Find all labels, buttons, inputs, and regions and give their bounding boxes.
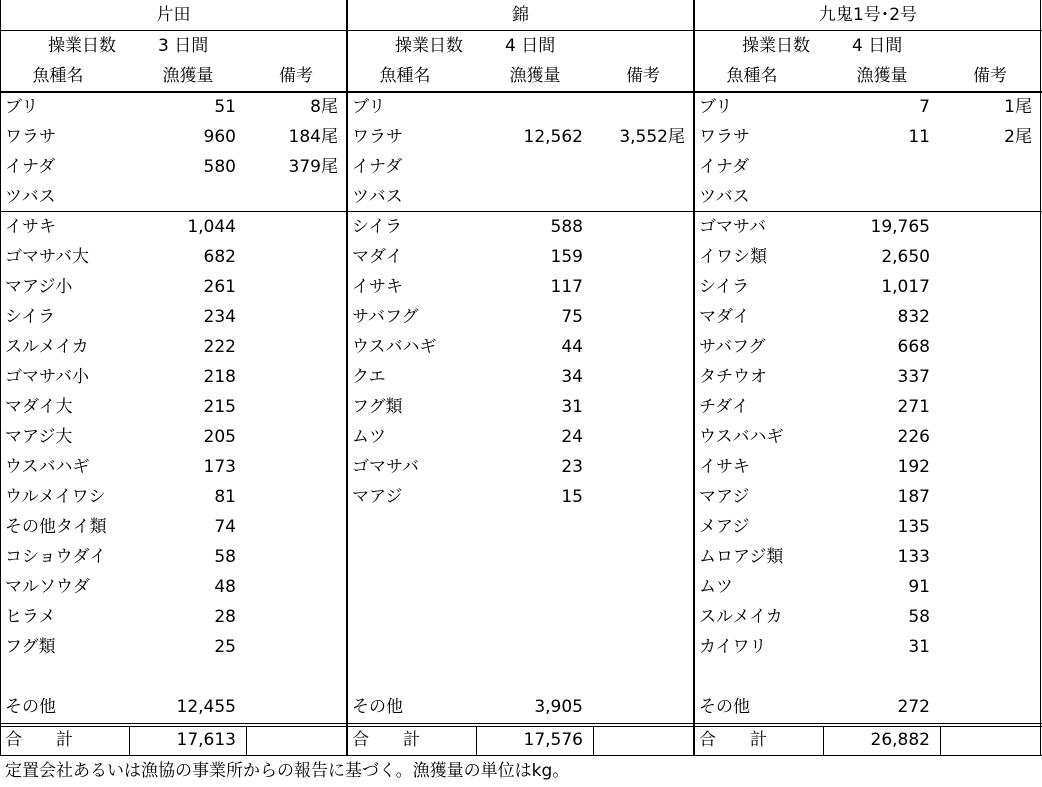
catch-value: 23 [561,457,583,477]
col-species-header: 魚種名 [379,66,431,86]
catch-value: 58 [908,607,930,627]
species-name: ムツ [699,577,733,597]
note-value: 3,552尾 [619,127,685,147]
other-value: 12,455 [176,697,236,717]
species-name: ツバス [5,187,56,207]
catch-value: 11 [908,127,930,147]
section-name: 片田 [156,5,191,25]
catch-value: 12,562 [523,127,583,147]
catch-value: 44 [561,337,583,357]
catch-value: 133 [897,547,930,567]
species-name: イサキ [5,217,56,237]
catch-value: 7 [919,97,930,117]
catch-value: 588 [550,217,583,237]
species-name: フグ類 [5,637,56,657]
col-species-header: 魚種名 [32,66,84,86]
species-name: ゴマサバ大 [5,247,89,267]
species-name: ブリ [5,97,39,117]
footer-note: 定置会社あるいは漁協の事業所からの報告に基づく。漁獲量の単位はkg。 [5,761,570,781]
catch-value: 75 [561,307,583,327]
col-species-header: 魚種名 [726,66,778,86]
species-name: ゴマサバ [352,457,419,477]
catch-value: 117 [550,277,583,297]
catch-value: 832 [897,307,930,327]
species-name: スルメイカ [5,337,89,357]
section-divider-2 [693,0,695,756]
catch-value: 19,765 [870,217,930,237]
other-value: 3,905 [534,697,583,717]
species-name: ゴマサバ小 [5,367,89,387]
species-name: イナダ [5,157,56,177]
total-cell-divider [246,726,247,755]
col-note-header: 備考 [973,66,1007,86]
note-value: 1尾 [1004,97,1032,117]
species-name: イワシ類 [699,247,767,267]
catch-value: 187 [897,487,930,507]
species-name: ワラサ [352,127,403,147]
catch-value: 580 [203,157,236,177]
catch-value: 51 [214,97,236,117]
species-name: シイラ [352,217,403,237]
species-name: ワラサ [5,127,56,147]
days-label: 操業日数 [395,36,463,56]
catch-value: 81 [214,487,236,507]
species-name: マダイ大 [5,397,73,417]
catch-value: 74 [214,517,236,537]
catch-value: 222 [203,337,236,357]
col-note-header: 備考 [626,66,660,86]
species-name: ゴマサバ [699,217,766,237]
catch-value: 2,650 [881,247,930,267]
note-value: 379尾 [288,157,338,177]
species-name: ブリ [699,97,733,117]
species-name: ワラサ [699,127,750,147]
total-cell-divider [593,726,594,755]
catch-value: 1,044 [187,217,236,237]
catch-value: 91 [908,577,930,597]
catch-value: 135 [897,517,930,537]
days-value: 4 日間 [852,36,903,56]
note-value: 8尾 [310,97,338,117]
species-name: メアジ [699,517,750,537]
species-name: ムツ [352,427,386,447]
species-name: ツバス [699,187,750,207]
species-name: シイラ [5,307,56,327]
other-label: その他 [699,697,750,717]
total-value: 17,576 [523,730,583,750]
catch-value: 24 [561,427,583,447]
catch-value: 48 [214,577,236,597]
total-cell-divider [823,726,824,755]
total-label: 合 計 [699,730,767,750]
species-name: マアジ小 [5,277,73,297]
total-cell-divider [129,726,130,755]
left-border [0,0,1,756]
catch-value: 192 [897,457,930,477]
species-name: ウスバハギ [5,457,90,477]
catch-value: 215 [203,397,236,417]
days-value: 4 日間 [505,36,556,56]
other-label: その他 [5,697,56,717]
species-name: シイラ [699,277,750,297]
catch-value: 205 [203,427,236,447]
species-name: イナダ [352,157,403,177]
species-name: マアジ [699,487,750,507]
col-catch-header: 漁獲量 [509,66,561,86]
species-name: ウルメイワシ [5,487,106,507]
species-name: コショウダイ [5,547,107,567]
days-label: 操業日数 [48,36,116,56]
catch-value: 682 [203,247,236,267]
col-catch-header: 漁獲量 [162,66,214,86]
total-value: 26,882 [870,730,930,750]
catch-value: 173 [203,457,236,477]
catch-value: 34 [561,367,583,387]
species-name: ウスバハギ [699,427,784,447]
species-name: ウスバハギ [352,337,437,357]
catch-value: 226 [897,427,930,447]
species-name: チダイ [699,397,749,417]
species-name: マアジ大 [5,427,73,447]
catch-value: 271 [897,397,930,417]
catch-value: 1,017 [881,277,930,297]
catch-value: 58 [214,547,236,567]
species-name: ムロアジ類 [699,547,784,567]
note-value: 2尾 [1004,127,1032,147]
species-name: マアジ [352,487,403,507]
catch-value: 25 [214,637,236,657]
catch-value: 31 [908,637,930,657]
species-name: ブリ [352,97,386,117]
col-catch-header: 漁獲量 [856,66,908,86]
species-name: イサキ [352,277,403,297]
total-label: 合 計 [5,730,73,750]
days-label: 操業日数 [742,36,810,56]
species-name: マダイ [352,247,403,267]
catch-value: 668 [897,337,930,357]
species-name: イナダ [699,157,750,177]
catch-value: 31 [561,397,583,417]
total-cell-divider [476,726,477,755]
species-name: サバフグ [352,307,419,327]
catch-value: 15 [561,487,583,507]
catch-value: 234 [203,307,236,327]
species-name: マダイ [699,307,750,327]
section-name: 錦 [512,5,529,25]
days-value: 3 日間 [158,36,209,56]
catch-value: 960 [203,127,236,147]
species-name: マルソウダ [5,577,90,597]
species-name: カイワリ [699,637,767,657]
other-value: 272 [897,697,930,717]
species-name: サバフグ [699,337,766,357]
species-name: ツバス [352,187,403,207]
note-value: 184尾 [288,127,338,147]
section-name: 九鬼1号･2号 [818,5,918,25]
species-name: タチウオ [699,367,767,387]
total-value: 17,613 [176,730,236,750]
catch-value: 337 [897,367,930,387]
total-cell-divider [940,726,941,755]
catch-value: 28 [214,607,236,627]
catch-value: 218 [203,367,236,387]
species-name: スルメイカ [699,607,783,627]
species-name: フグ類 [352,397,403,417]
right-border [1040,0,1041,756]
species-name: その他タイ類 [5,517,107,537]
total-rule-upper [0,723,1042,724]
catch-value: 159 [550,247,583,267]
other-label: その他 [352,697,403,717]
species-name: イサキ [699,457,750,477]
species-name: クエ [352,367,386,387]
total-label: 合 計 [352,730,420,750]
col-note-header: 備考 [279,66,313,86]
species-name: ヒラメ [5,607,56,627]
catch-value: 261 [203,277,236,297]
section-divider-1 [346,0,348,756]
